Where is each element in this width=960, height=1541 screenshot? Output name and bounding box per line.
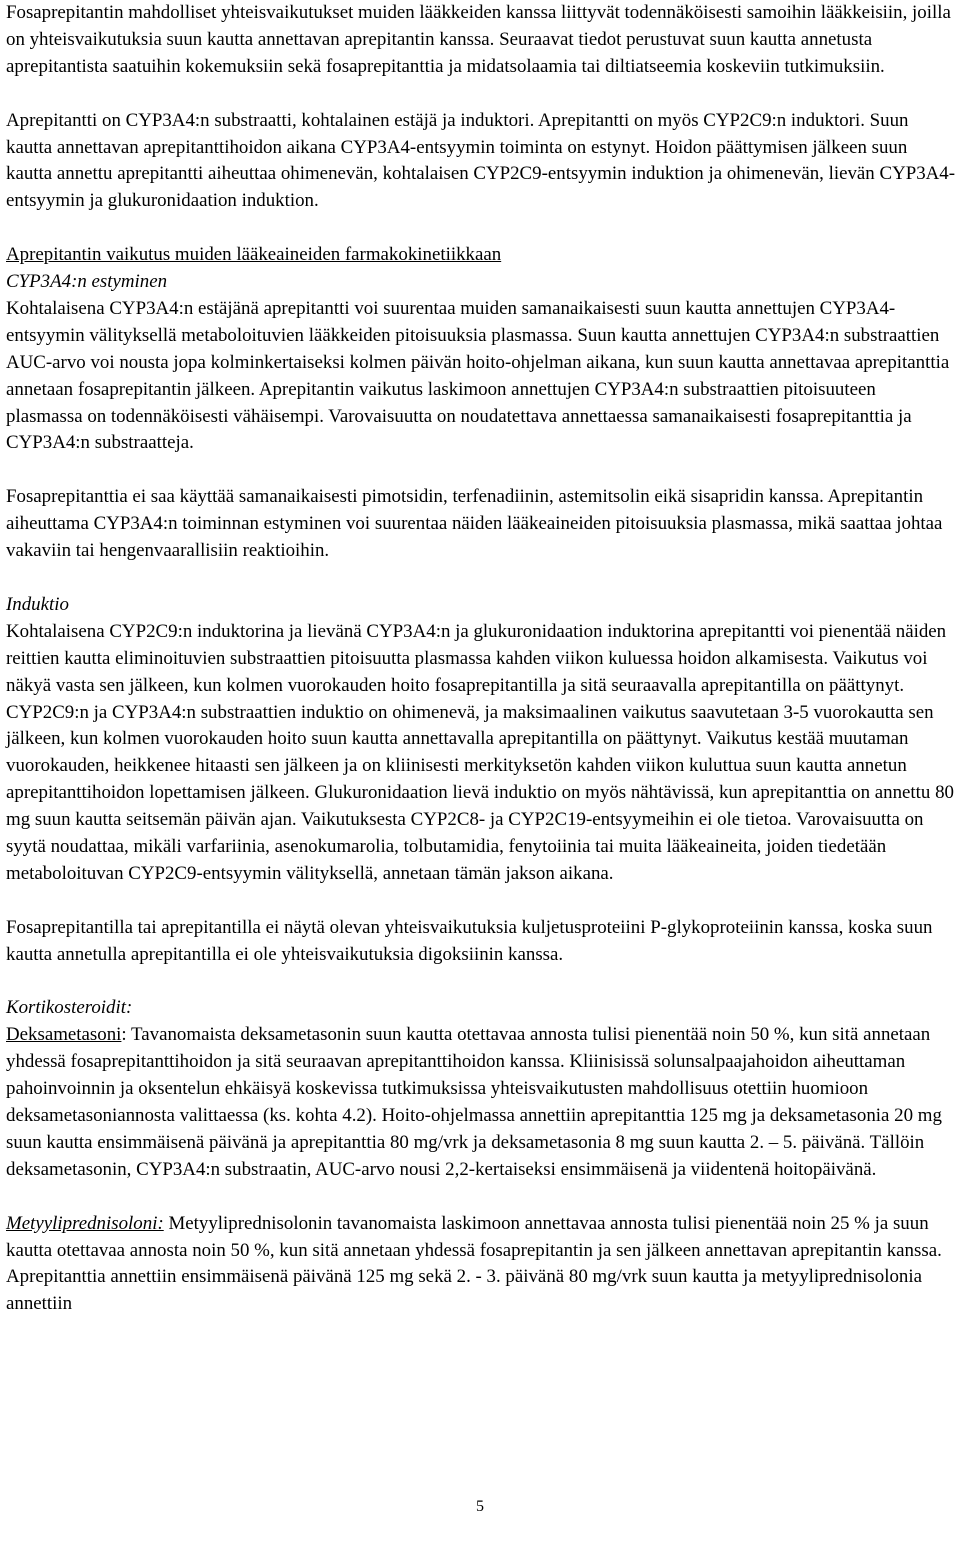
contraindication-paragraph: Fosaprepitanttia ei saa käyttää samanaikaisesti pimotsidin, terfenadiinin, astemitsolin eikä sisapridin kanssa. Aprepitantin aiheuttama CYP3A4:n toiminnan estyminen voi suurentaa näiden lääkeaineiden pitoisuuksia plasmassa, mikä saattaa johtaa vakaviin tai hengenvaarallisiin reaktioihin.	[6, 486, 943, 562]
dexamethasone-paragraph	[6, 1022, 956, 1183]
paragraph-gap	[6, 565, 956, 592]
paragraph-gap	[6, 888, 956, 915]
section-heading: Aprepitantin vaikutus muiden lääkeaineiden farmakokinetiikkaan	[6, 244, 502, 266]
paragraph-gap	[6, 457, 956, 484]
aprepitant-profile-paragraph: Aprepitantti on CYP3A4:n substraatti, kohtalainen estäjä ja induktori. Aprepitantti on myös CYP2C9:n induktori. Suun kautta annettavan aprepitanttihoidon aikana CYP3A4-entsyymin toiminta on estynyt. Hoidon päättymisen jälkeen suun kautta annettu aprepitantti aiheuttaa ohimenevän, kohtalaisen CYP2C9-entsyymin induktion ja ohimenevän, lievän CYP3A4-entsyymin ja glukuronidaation induktion.	[6, 109, 956, 212]
page-number: 5	[476, 1498, 484, 1515]
paragraph-gap	[6, 1184, 956, 1211]
paragraph-gap	[6, 215, 956, 242]
induction-paragraph: Kohtalaisena CYP2C9:n induktorina ja lievänä CYP3A4:n ja glukuronidaation induktorina aprepitantti voi pienentää näiden reittien kautta eliminoituvien substraattien pitoisuutta plasmassa kahden viikon kuluessa hoidon alkamisesta. Vaikutus voi näkyä vasta sen jälkeen, kun kolmen vuorokauden hoito fosaprepitantilla ja sitä seuraavalla aprepitantilla on päättynyt. CYP2C9:n ja CYP3A4:n substraattien induktio on ohimenevä, ja maksimaalinen vaikutus saavutetaan 3-5 vuorokautta sen jälkeen, kun kolmen vuorokauden hoito suun kautta annettavalla aprepitantilla on päättynyt. Vaikutus kestää muutaman vuorokauden, heikkenee hitaasti sen jälkeen ja on kliinisesti merkityksetön kahden viikon kuluttua suun kautta annetun aprepitanttihoidon lopettamisen jälkeen. Glukuronidaation lievä induktio on myös nähtävissä, kun aprepitanttia on annettu 80 mg suun kautta seitsemän päivän ajan. Vaikutuksesta CYP2C8- ja CYP2C19-entsyymeihin ei ole tietoa. Varovaisuutta on syytä noudattaa, mikäli varfariinia, asenokumarolia, tolbutamidia, fenytoiinia tai muita lääkeaineita, joiden tiedetään metaboloituvan CYP2C9-entsyymin välityksellä, annetaan tämän jakson aikana.	[6, 620, 954, 884]
dexamethasone-text: Tavanomaista deksametasonin suun kautta otettavaa annosta tulisi pienentää noin 50 %, kun sitä annetaan yhdessä fosaprepitanttihoidon ja sitä seuraavan aprepitanttihoidon kanssa. Kliinisissä solunsalpaajahoidon aiheuttaman pahoinvoinnin ja oksentelun ehkäisyä koskevissa tutkimuksissa yhteisvaikutusten mahdollisuus otettiin huomioon deksametasoniannosta valittaessa (ks. kohta 4.2). Hoito-ohjelmassa annettiin aprepitanttia 125 mg ja deksametasonia 20 mg suun kautta ensimmäisenä päivänä ja aprepitanttia 80 mg/vrk ja deksametasonia 8 mg suun kautta 2. – 5. päivänä. Tällöin deksametasonin, CYP3A4:n substraatin, AUC-arvo nousi 2,2-kertaiseksi ensimmäisenä ja viidentenä hoitopäivänä.	[6, 1024, 942, 1180]
methylprednisolone-label: Metyyliprednisoloni:	[6, 1212, 164, 1234]
inhibition-paragraph: Kohtalaisena CYP3A4:n estäjänä aprepitantti voi suurentaa muiden samanaikaisesti suun kautta annettujen CYP3A4-entsyymin välityksellä metaboloituvien lääkkeiden pitoisuuksia plasmassa. Suun kautta annettujen CYP3A4:n substraattien AUC-arvo voi nousta jopa kolminkertaiseksi kolmen päivän hoito-ohjelman aikana, kun suun kautta annettavaa aprepitanttia annetaan fosaprepitantin jälkeen. Aprepitantin vaikutus laskimoon annettujen CYP3A4:n substraattien pitoisuuteen plasmassa on todennäköisesti vähäisempi. Varovaisuutta on noudatettava annettaessa samanaikaisesti fosaprepitanttia ja CYP3A4:n substraatteja.	[6, 297, 950, 454]
document-page	[6, 0, 956, 1318]
intro-paragraph: Fosaprepitantin mahdolliset yhteisvaikutukset muiden lääkkeiden kanssa liittyvät todennäköisesti samoihin lääkkeisiin, joilla on yhteisvaikutuksia suun kautta annettavan aprepitantin kanssa. Seuraavat tiedot perustuvat suun kautta annetusta aprepitantista saatuihin kokemuksiin sekä fosaprepitanttia ja midatsolaamia tai diltiatseemia koskeviin tutkimuksiin.	[6, 2, 951, 77]
methylprednisolone-paragraph	[6, 1211, 956, 1319]
dexamethasone-colon: :	[121, 1024, 127, 1046]
subheading-corticosteroids: Kortikosteroidit:	[6, 997, 133, 1019]
dexamethasone-label: Deksametasoni	[6, 1024, 122, 1046]
subheading-cyp3a4-inhibition: CYP3A4:n estyminen	[6, 271, 168, 293]
paragraph-gap	[6, 969, 956, 996]
methylprednisolone-text: Metyyliprednisolonin tavanomaista laskimoon annettavaa annosta tulisi pienentää noin 25 % ja suun kautta otettavaa annosta noin 50 %, kun sitä annetaan yhdessä fosaprepitantin ja sen jälkeen annettavan aprepitantin kanssa. Aprepitanttia annettiin ensimmäisenä päivänä 125 mg sekä 2. - 3. päivänä 80 mg/vrk suun kautta ja metyyliprednisolonia annettiin	[6, 1212, 942, 1315]
p-glycoprotein-paragraph: Fosaprepitantilla tai aprepitantilla ei näytä olevan yhteisvaikutuksia kuljetusproteiini P-glykoproteiinin kanssa, koska suun kautta annetulla aprepitantilla ei ole yhteisvaikutuksia digoksiinin kanssa.	[6, 916, 933, 965]
paragraph-gap	[6, 81, 956, 108]
subheading-induction: Induktio	[6, 593, 69, 615]
